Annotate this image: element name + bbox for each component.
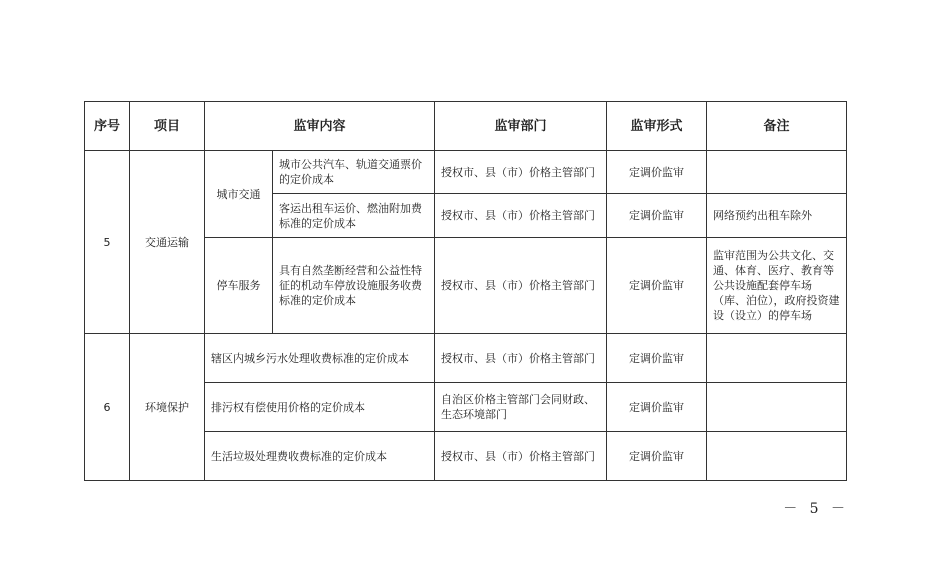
row-number: 5 [85, 151, 130, 334]
row-item: 环境保护 [130, 334, 205, 481]
dept-cell: 授权市、县（市）价格主管部门 [435, 194, 607, 238]
header-note: 备注 [707, 102, 847, 151]
header-row [85, 102, 847, 151]
dept-cell: 授权市、县（市）价格主管部门 [435, 334, 607, 383]
form-cell: 定调价监审 [607, 383, 707, 432]
page-number: － 5 － [783, 501, 849, 517]
note-cell [707, 334, 847, 383]
table-row [85, 151, 847, 194]
content-cell: 生活垃圾处理费收费标准的定价成本 [205, 432, 435, 481]
content-cell: 城市公共汽车、轨道交通票价的定价成本 [273, 151, 435, 194]
table-row [85, 334, 847, 383]
subitem-parking: 停车服务 [205, 238, 273, 334]
row-number: 6 [85, 334, 130, 481]
dept-cell: 授权市、县（市）价格主管部门 [435, 238, 607, 334]
header-content: 监审内容 [205, 102, 435, 151]
form-cell: 定调价监审 [607, 238, 707, 334]
content-cell: 客运出租车运价、燃油附加费标准的定价成本 [273, 194, 435, 238]
note-cell: 监审范围为公共文化、交通、体育、医疗、教育等公共设施配套停车场（库、泊位），政府投资建设（设立）的停车场 [707, 238, 847, 334]
content-cell: 辖区内城乡污水处理收费标准的定价成本 [205, 334, 435, 383]
supervision-table [84, 101, 847, 481]
dept-cell: 授权市、县（市）价格主管部门 [435, 151, 607, 194]
note-cell [707, 432, 847, 481]
form-cell: 定调价监审 [607, 334, 707, 383]
note-cell: 网络预约出租车除外 [707, 194, 847, 238]
header-dept: 监审部门 [435, 102, 607, 151]
subitem-city-transport: 城市交通 [205, 151, 273, 238]
row-item: 交通运输 [130, 151, 205, 334]
dept-cell: 授权市、县（市）价格主管部门 [435, 432, 607, 481]
dept-cell: 自治区价格主管部门会同财政、生态环境部门 [435, 383, 607, 432]
note-cell [707, 383, 847, 432]
content-cell: 排污权有偿使用价格的定价成本 [205, 383, 435, 432]
form-cell: 定调价监审 [607, 432, 707, 481]
header-form: 监审形式 [607, 102, 707, 151]
header-item: 项目 [130, 102, 205, 151]
note-cell [707, 151, 847, 194]
content-cell: 具有自然垄断经营和公益性特征的机动车停放设施服务收费标准的定价成本 [273, 238, 435, 334]
form-cell: 定调价监审 [607, 194, 707, 238]
form-cell: 定调价监审 [607, 151, 707, 194]
header-no: 序号 [85, 102, 130, 151]
